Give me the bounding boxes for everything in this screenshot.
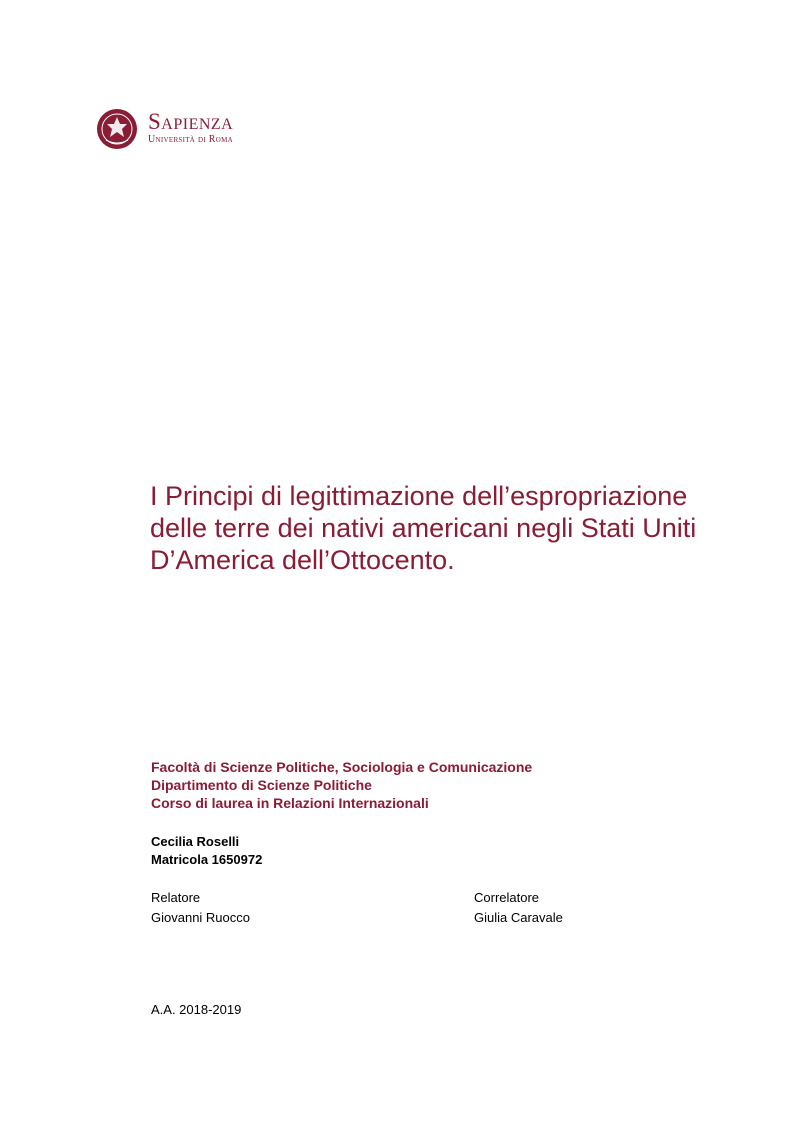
department-name: Dipartimento di Scienze Politiche (151, 777, 372, 793)
title-line: D’America dell’Ottocento. (150, 545, 455, 575)
student-name: Cecilia Roselli (151, 834, 240, 849)
academic-year: A.A. 2018-2019 (151, 1002, 242, 1017)
sapienza-seal-icon (96, 104, 138, 154)
university-wordmark (148, 110, 233, 146)
relatore-name: Giovanni Ruocco (151, 910, 250, 925)
correlatore-block (474, 888, 563, 928)
university-logo (96, 104, 256, 156)
university-name: Sapienza (148, 109, 234, 134)
faculty-name: Facoltà di Scienze Politiche, Sociologia e Comunicazione (151, 759, 533, 775)
faculty-block (151, 758, 532, 812)
student-block (151, 833, 262, 869)
relatore-block (151, 888, 250, 928)
relatore-label: Relatore (151, 890, 201, 905)
university-subtitle: Università di Roma (148, 134, 233, 145)
course-name: Corso di laurea in Relazioni Internazionali (151, 795, 429, 811)
correlatore-name: Giulia Caravale (474, 910, 563, 925)
title-line: delle terre dei nativi americani negli Stati Uniti (150, 513, 697, 543)
student-matricola: Matricola 1650972 (151, 852, 263, 867)
thesis-title (150, 480, 750, 576)
title-line: I Principi di legittimazione dell’espropriazione (150, 481, 688, 511)
correlatore-label: Correlatore (474, 890, 540, 905)
